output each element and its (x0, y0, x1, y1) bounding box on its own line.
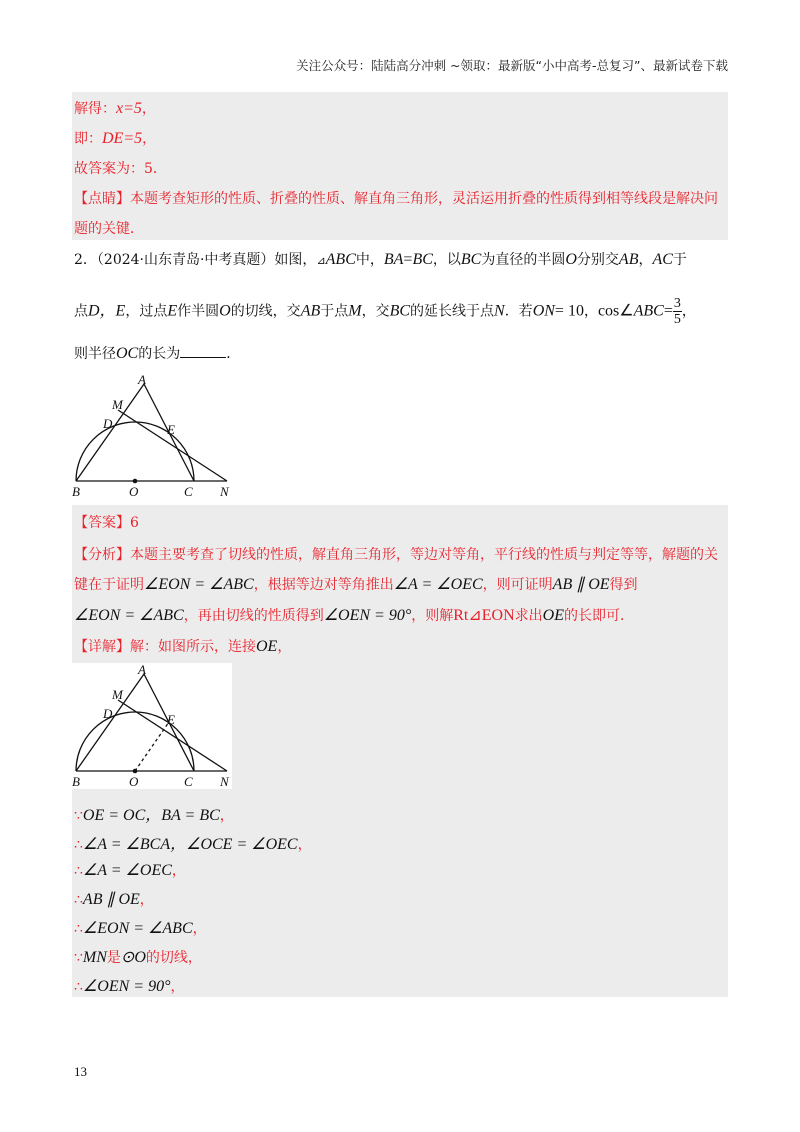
geometry-figure-solution (70, 662, 240, 790)
comment-line-1: 【点睛】本题考查矩形的性质、折叠的性质、解直角三角形，灵活运用折叠的性质得到相等线段是解决问 (74, 191, 718, 207)
analysis-line-3: ∠EON = ∠ABC，再由切线的性质得到∠OEN = 90°，则解Rt⊿EON求出OE的长即可． (74, 607, 634, 624)
page-header: 关注公众号：陆陆高分冲刺 ~领取：最新版“小中高考-总复习”、最新试卷下载 (296, 58, 728, 73)
solution-line-3: 故答案为：5． (74, 161, 167, 177)
proof-step: ∴∠A = ∠BCA，∠OCE = ∠OEC， (74, 836, 312, 853)
comment-line-2: 题的关键． (74, 221, 144, 237)
answer-line: 【答案】6 (74, 515, 139, 531)
label-O: O (129, 484, 139, 499)
label-B: B (72, 774, 80, 789)
analysis-line-2: 键在于证明∠EON = ∠ABC，根据等边对等角推出∠A = ∠OEC，则可证明AB ∥ OE得到 (74, 576, 638, 593)
proof-step: ∴AB ∥ OE， (74, 891, 154, 908)
proof-step: ∴∠OEN = 90°， (74, 978, 185, 995)
question-line-2: 点D，E，过点E作半圆O的切线，交AB于点M，交BC的延长线于点N．若ON= 10，cos∠ABC= $\frac{3}{5}$ ， (74, 296, 696, 327)
label-E: E (167, 712, 175, 727)
label-B: B (72, 484, 80, 499)
detail-line: 【详解】解：如图所示，连接OE， (74, 638, 292, 655)
geometry-figure-question (70, 372, 240, 500)
proof-step: ∴∠EON = ∠ABC， (74, 920, 207, 937)
solution-line-1: 解得：x=5， (74, 100, 156, 117)
proof-step: ∴∠A = ∠OEC， (74, 862, 186, 879)
question-line-3: 则半径OC的长为 ． (74, 345, 241, 362)
label-O: O (129, 774, 139, 789)
proof-step: ∵OE = OC，BA = BC， (74, 807, 234, 824)
label-M: M (112, 397, 123, 412)
label-M: M (112, 687, 123, 702)
label-D: D (103, 706, 113, 721)
label-C: C (184, 484, 193, 499)
label-N: N (220, 774, 229, 789)
label-A: A (138, 372, 146, 387)
label-E: E (167, 422, 175, 437)
page-number: 13 (74, 1064, 87, 1079)
analysis-line-1: 【分析】本题主要考查了切线的性质，解直角三角形，等边对等角，平行线的性质与判定等等，解题的关 (74, 547, 718, 563)
solution-line-2: 即：DE=5， (74, 130, 157, 147)
label-D: D (103, 416, 113, 431)
label-C: C (184, 774, 193, 789)
question-line-1: 2．（2024·山东青岛·中考真题）如图，⊿ABC中，BA=BC，以BC为直径的半圆O分别交AB，AC于 (74, 251, 687, 268)
label-N: N (220, 484, 229, 499)
label-A: A (138, 662, 146, 677)
previous-solution-block (72, 92, 728, 240)
proof-step: ∵MN是⊙O的切线， (74, 949, 202, 966)
answer-blank (180, 345, 226, 358)
fraction-three-fifths: $\frac{3}{5}$ (673, 296, 681, 327)
